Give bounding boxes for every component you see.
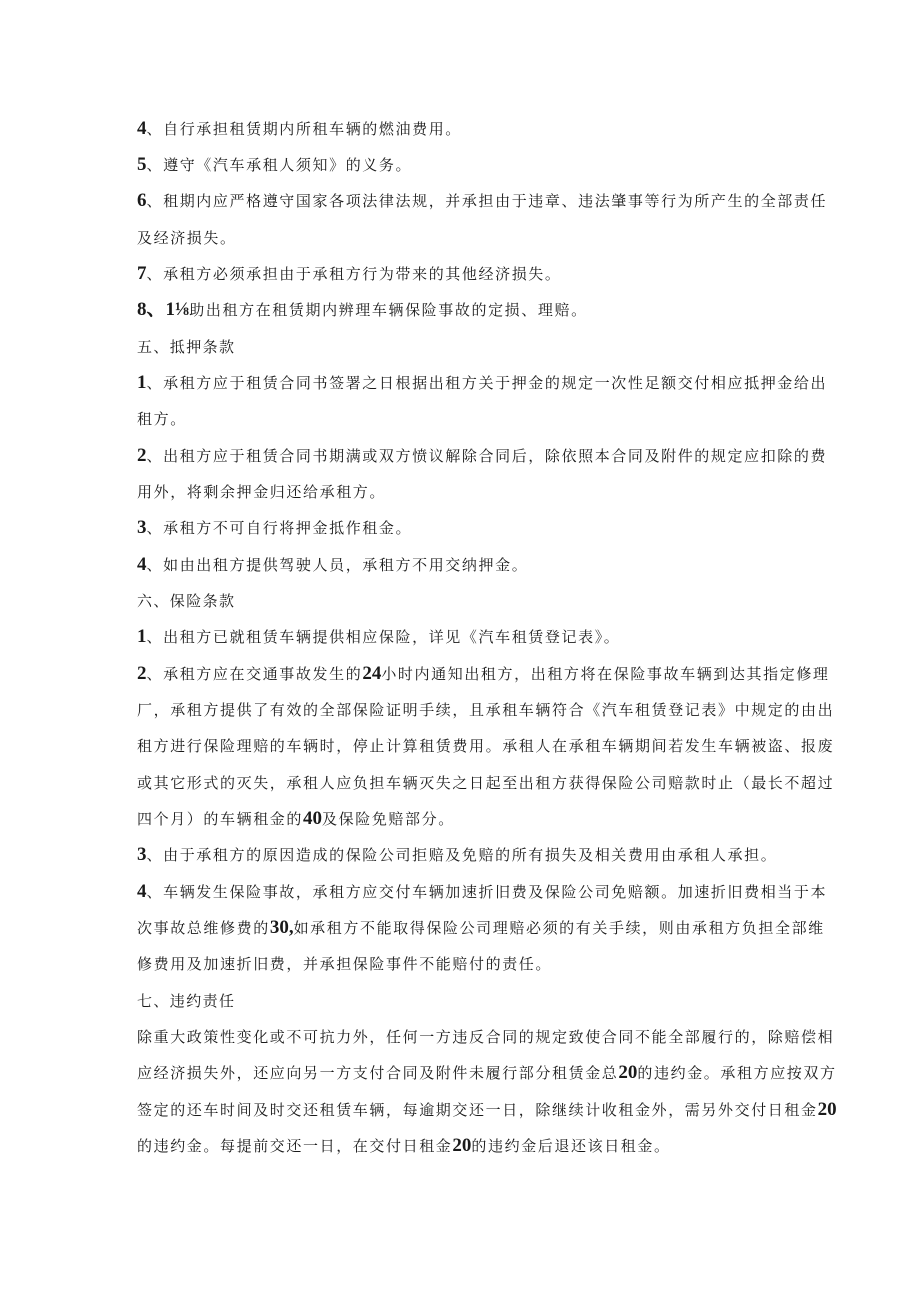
text-line: 4、自行承担租赁期内所租车辆的燃油费用。 (137, 118, 462, 139)
text-line: 4、如由出租方提供驾驶人员，承租方不用交纳押金。 (137, 554, 529, 575)
text-line: 5、遵守《汽车承租人须知》的义务。 (137, 154, 413, 175)
section-heading-deposit: 五、抵押条款 (137, 338, 236, 356)
text-line: 租方。 (137, 410, 187, 428)
text-line: 次事故总维修费的30,如承租方不能取得保险公司理赔必须的有关手续，则由承租方负担全部维 (137, 917, 825, 938)
text-line: 4、车辆发生保险事故，承租方应交付车辆加速折旧费及保险公司免赔额。加速折旧费相当于本 (137, 881, 828, 902)
text-line: 2、出租方应于租赁合同书期满或双方愤议解除合同后，除依照本合同及附件的规定应扣除的费 (137, 445, 828, 466)
text-line: 6、租期内应严格遵守国家各项法律法规，并承担由于违章、违法肇事等行为所产生的全部责任 (137, 190, 828, 211)
text-line: 签定的还车时间及时交还租赁车辆，每逾期交还一日，除继续计收租金外，需另外交付日租金20 (137, 1099, 837, 1120)
text-line: 3、由于承租方的原因造成的保险公司拒赔及免赔的所有损失及相关费用由承租人承担。 (137, 844, 778, 865)
text-line: 3、承租方不可自行将押金抵作租金。 (137, 517, 413, 538)
text-line: 四个月）的车辆租金的40及保险免赔部分。 (137, 808, 455, 829)
text-line: 1、出租方已就租赁车辆提供相应保险，详见《汽车租赁登记表》。 (137, 626, 621, 647)
text-line: 租方进行保险理赔的车辆时，停止计算租赁费用。承租人在承租车辆期间若发生车辆被盗、报废 (137, 737, 835, 755)
text-line: 8、1⅛助出租方在租赁期内辨理车辆保险事故的定损、理赔。 (137, 299, 588, 320)
section-heading-insurance: 六、保险条款 (137, 592, 236, 610)
text-line: 应经济损失外，还应向另一方支付合同及附件未履行部分租赁金总20的违约金。承租方应按双方 (137, 1062, 837, 1083)
text-line: 1、承租方应于租赁合同书签署之日根据出租方关于押金的规定一次性足额交付相应抵押金给出 (137, 372, 828, 393)
text-line: 及经济损失。 (137, 229, 237, 247)
text-line: 或其它形式的灭失，承租人应负担车辆灭失之日起至出租方获得保险公司赔款时止（最长不超过 (137, 774, 835, 792)
text-line: 修费用及加速折旧费，并承担保险事件不能赔付的责任。 (137, 955, 553, 973)
text-line: 的违约金。每提前交还一日，在交付日租金20的违约金后退还该日租金。 (137, 1135, 671, 1156)
text-line: 用外，将剩余押金归还给承租方。 (137, 483, 387, 501)
section-heading-breach: 七、违约责任 (137, 992, 236, 1010)
text-line: 7、承租方必须承担由于承租方行为带来的其他经济损失。 (137, 263, 562, 284)
text-line: 厂，承租方提供了有效的全部保险证明手续，且承租车辆符合《汽车租赁登记表》中规定的由出 (137, 701, 835, 719)
text-line: 除重大政策性变化或不可抗力外，任何一方违反合同的规定致使合同不能全部履行的，除赔偿相 (137, 1028, 835, 1046)
text-line: 2、承租方应在交通事故发生的24小时内通知出租方，出租方将在保险事故车辆到达其指定修理 (137, 663, 830, 684)
